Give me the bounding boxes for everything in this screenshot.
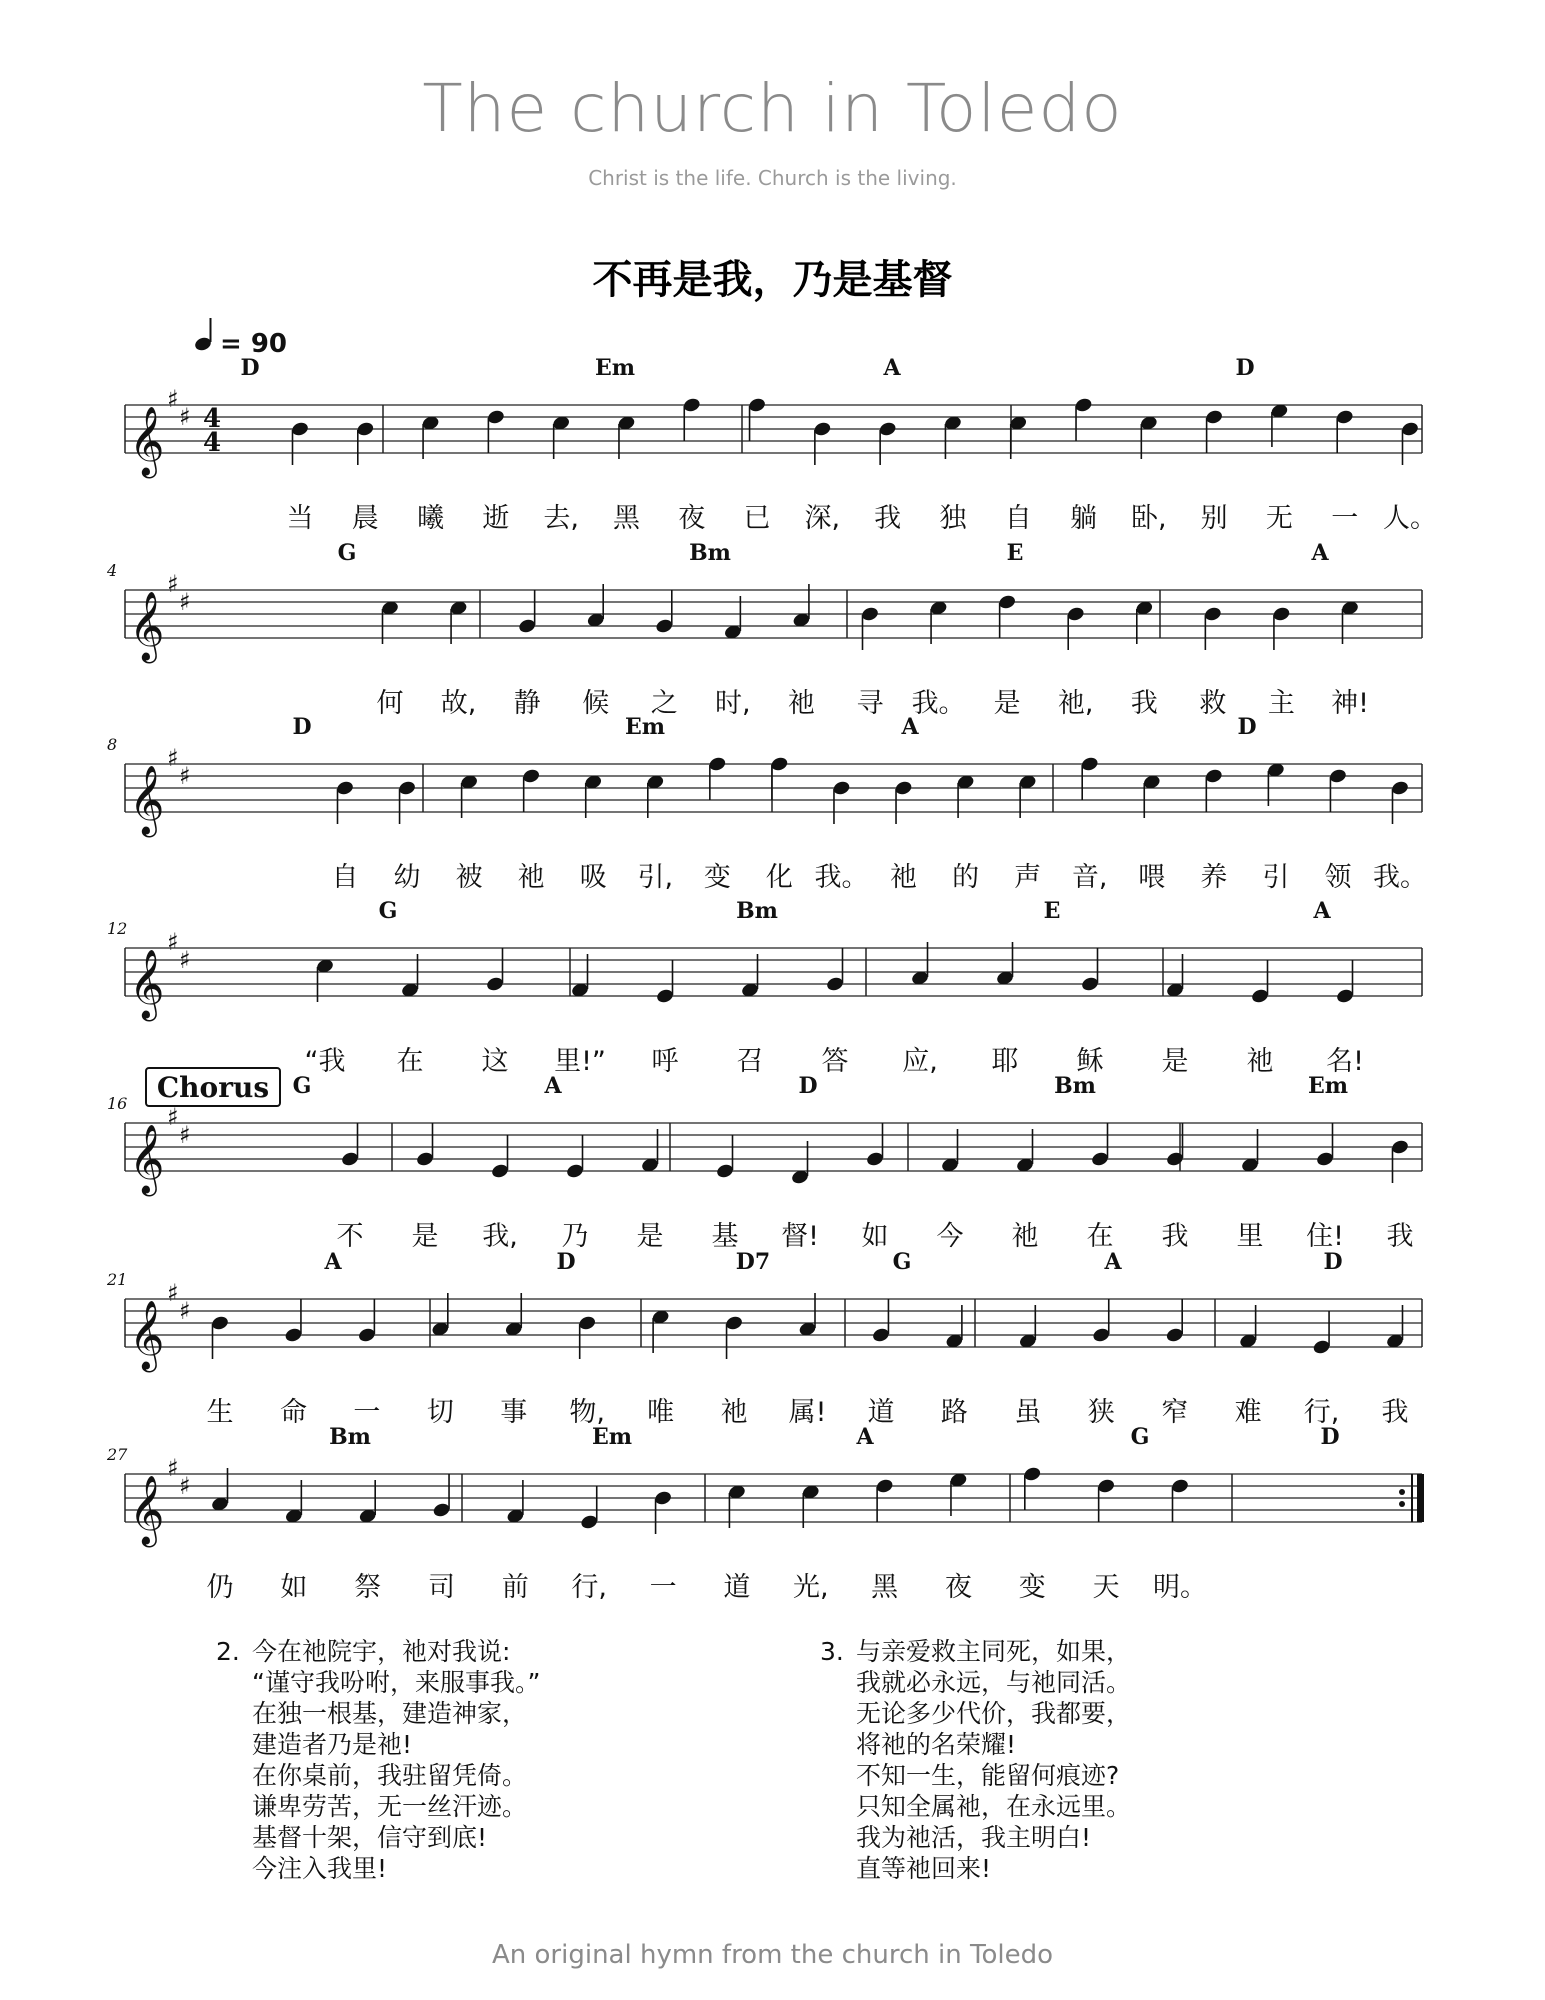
footer-text: An original hymn from the church in Toledo <box>492 1940 1053 1970</box>
note-head <box>335 780 354 797</box>
lyric-syllable: 我。 <box>814 862 869 893</box>
sharp-icon: ♯ <box>179 946 191 974</box>
chord-symbol: D7 <box>735 1249 771 1275</box>
lyric-syllable: 领 <box>1324 862 1352 893</box>
lyric-syllable: 引, <box>637 862 674 893</box>
lyric-syllable: 稣 <box>1076 1046 1104 1077</box>
verse-line: 今在祂院宇，祂对我说: <box>252 1637 511 1666</box>
final-barline-thick <box>1417 1474 1424 1522</box>
note-head <box>1023 1466 1042 1483</box>
note-head <box>1205 409 1224 426</box>
lyric-syllable: 是 <box>636 1221 664 1252</box>
time-signature-bottom: 4 <box>203 428 222 458</box>
note-head <box>1272 606 1291 623</box>
lyric-syllable: 去, <box>543 503 579 534</box>
lyric-syllable: 这 <box>481 1046 509 1077</box>
chord-symbol: A <box>324 1249 342 1275</box>
note-head <box>415 1151 434 1168</box>
lyric-syllable: 名! <box>1326 1046 1364 1077</box>
lyric-syllable: 夜 <box>678 503 706 534</box>
chord-symbol: E <box>1043 898 1061 924</box>
note-head <box>578 1315 597 1332</box>
sharp-icon: ♯ <box>179 1121 191 1149</box>
lyric-syllable: 候 <box>582 688 610 719</box>
song-title: 不再是我，乃是基督 <box>592 257 953 303</box>
verse-number: 2. <box>216 1637 240 1666</box>
lyric-syllable: 我 <box>1130 688 1158 719</box>
header-subtitle: Christ is the life. Church is the living. <box>588 166 957 190</box>
note-head <box>860 606 879 623</box>
note-head <box>1312 1339 1331 1356</box>
chord-symbol: G <box>378 898 398 924</box>
treble-clef-icon: 𝄞 <box>129 1124 165 1194</box>
note-head <box>1328 768 1347 785</box>
chord-symbol: Bm <box>689 540 731 566</box>
lyric-syllable: 狭 <box>1087 1397 1115 1428</box>
note-head <box>832 780 851 797</box>
lyric-syllable: 养 <box>1200 862 1228 893</box>
note-head <box>397 780 416 797</box>
lyric-syllable: 行, <box>571 1572 608 1603</box>
lyric-syllable: 属! <box>788 1397 827 1428</box>
lyric-syllable: 我。 <box>1373 862 1427 893</box>
lyric-syllable: 何 <box>376 688 404 719</box>
chord-symbol: D <box>292 714 312 740</box>
verse-number: 3. <box>820 1637 844 1666</box>
lyric-syllable: 我 <box>1381 1397 1409 1428</box>
note-head <box>655 618 674 635</box>
verse-line: 基督十架，信守到底! <box>252 1823 488 1852</box>
note-head <box>565 1163 584 1180</box>
lyric-syllable: 自 <box>331 862 359 893</box>
lyric-syllable: 明。 <box>1153 1572 1207 1603</box>
sharp-icon: ♯ <box>179 588 191 616</box>
lyric-syllable: 我 <box>874 503 902 534</box>
chord-symbol: Em <box>1307 1073 1349 1099</box>
lyric-syllable: 不 <box>336 1221 364 1252</box>
lyric-syllable: 窄 <box>1161 1397 1189 1428</box>
note-head <box>998 594 1017 611</box>
note-head <box>1335 409 1354 426</box>
note-head <box>708 756 727 773</box>
lyric-syllable: 道 <box>723 1572 751 1603</box>
lyric-syllable: 里 <box>1236 1221 1264 1252</box>
lyric-syllable: 救 <box>1199 688 1227 719</box>
lyric-syllable: 虽 <box>1014 1397 1042 1428</box>
chord-symbol: Em <box>594 355 636 381</box>
measure-number: 21 <box>107 1270 128 1289</box>
lyric-syllable: 的 <box>952 862 980 893</box>
lyric-syllable: 音, <box>1071 862 1108 893</box>
lyric-syllable: 卧, <box>1131 503 1167 534</box>
lyric-syllable: 曦 <box>417 503 445 534</box>
note-head <box>1250 988 1269 1005</box>
lyric-syllable: 命 <box>279 1397 307 1428</box>
verse-line: 只知全属祂，在永远里。 <box>856 1792 1132 1821</box>
verse-line: “谨守我吩咐，来服事我。” <box>252 1668 541 1697</box>
lyric-syllable: 生 <box>206 1397 234 1428</box>
note-head <box>871 1327 890 1344</box>
lyric-syllable: 我, <box>482 1221 518 1252</box>
lyric-syllable: 应, <box>902 1046 938 1077</box>
lyric-syllable: 化 <box>765 862 793 893</box>
header-title: The church in Toledo <box>422 70 1123 147</box>
chord-symbol: G <box>337 540 357 566</box>
lyric-syllable: 逝 <box>482 503 510 534</box>
chord-symbol: A <box>883 355 901 381</box>
lyric-syllable: 寻 <box>856 688 884 719</box>
lyric-syllable: 时, <box>715 688 751 719</box>
lyric-syllable: 行, <box>1303 1397 1340 1428</box>
lyric-syllable: 主 <box>1267 688 1295 719</box>
lyric-syllable: 已 <box>743 503 771 534</box>
lyric-syllable: 神! <box>1331 688 1369 719</box>
lyric-syllable: 路 <box>940 1397 968 1428</box>
lyric-syllable: 变 <box>1018 1572 1046 1603</box>
chord-symbol: D <box>1237 714 1257 740</box>
chord-symbol: G <box>892 1249 912 1275</box>
lyric-syllable: 今 <box>936 1221 964 1252</box>
chord-symbol: D <box>1323 1249 1343 1275</box>
lyric-syllable: 祂 <box>720 1397 748 1428</box>
measure-number: 16 <box>107 1094 128 1113</box>
verse-line: 在你桌前，我驻留凭倚。 <box>252 1761 528 1790</box>
lyric-syllable: 人。 <box>1383 503 1437 534</box>
chord-symbol: G <box>1130 1424 1150 1450</box>
chord-symbol: Bm <box>736 898 778 924</box>
chord-symbol: A <box>901 714 919 740</box>
lyric-syllable: 独 <box>939 503 967 534</box>
verse-line: 建造者乃是祂! <box>252 1730 413 1759</box>
lyric-syllable: 道 <box>867 1397 895 1428</box>
sharp-icon: ♯ <box>179 403 191 431</box>
lyric-syllable: 乃 <box>561 1221 589 1252</box>
lyric-syllable: 静 <box>513 688 541 719</box>
treble-clef-icon: 𝄞 <box>129 765 165 835</box>
note-head <box>825 976 844 993</box>
note-head <box>1170 1478 1189 1495</box>
lyric-syllable: 夜 <box>944 1572 972 1603</box>
lyric-syllable: 唯 <box>647 1397 675 1428</box>
note-head <box>580 1514 599 1531</box>
treble-clef-icon: 𝄞 <box>129 949 165 1019</box>
lyric-syllable: 之 <box>650 688 678 719</box>
note-head <box>875 1478 894 1495</box>
chord-symbol: Bm <box>1054 1073 1096 1099</box>
verse-line: 在独一根基，建造神家， <box>252 1699 528 1728</box>
lyric-syllable: 幼 <box>393 862 421 893</box>
lyric-syllable: 仍 <box>206 1572 234 1603</box>
lyric-syllable: 天 <box>1092 1572 1120 1603</box>
verse-line: 我就必永远，与祂同活。 <box>856 1668 1132 1697</box>
lyric-syllable: 前 <box>501 1572 529 1603</box>
lyric-syllable: 祂 <box>517 862 545 893</box>
lyric-syllable: 当 <box>286 503 314 534</box>
note-head <box>865 1151 884 1168</box>
note-head <box>1315 1151 1334 1168</box>
lyric-syllable: 祂 <box>787 688 815 719</box>
chord-symbol: A <box>1311 540 1329 566</box>
chord-symbol: A <box>1313 898 1331 924</box>
chord-symbol: D <box>240 355 260 381</box>
chord-symbol: G <box>292 1073 312 1099</box>
chord-symbol: Bm <box>329 1424 371 1450</box>
lyric-syllable: 司 <box>428 1572 456 1603</box>
chord-symbol: D <box>556 1249 576 1275</box>
sharp-icon: ♯ <box>179 1297 191 1325</box>
time-signature-top: 4 <box>203 404 222 434</box>
lyric-syllable: 难 <box>1234 1397 1262 1428</box>
lyric-syllable: 自 <box>1004 503 1032 534</box>
note-head <box>1400 421 1419 438</box>
chord-symbol: D <box>1235 355 1255 381</box>
chord-symbol: A <box>1104 1249 1122 1275</box>
lyric-syllable: 如 <box>280 1572 308 1603</box>
note-head <box>1204 768 1223 785</box>
lyric-syllable: 故, <box>440 688 477 719</box>
note-head <box>682 397 701 414</box>
repeat-dot <box>1399 1489 1405 1495</box>
lyric-syllable: 如 <box>861 1221 889 1252</box>
lyric-syllable: 是 <box>1161 1046 1189 1077</box>
note-head <box>485 976 504 993</box>
sharp-icon: ♯ <box>167 1103 179 1131</box>
note-head <box>210 1315 229 1332</box>
treble-clef-icon: 𝄞 <box>129 1300 165 1370</box>
repeat-dot <box>1399 1501 1405 1507</box>
lyric-syllable: 我。 <box>911 688 966 719</box>
sharp-icon: ♯ <box>167 928 179 956</box>
measure-number: 27 <box>107 1445 128 1464</box>
note-head <box>1203 606 1222 623</box>
lyric-syllable: 切 <box>426 1397 454 1428</box>
verse-3 <box>820 1636 1131 1884</box>
verse-line: 与亲爱救主同死，如果， <box>856 1637 1132 1666</box>
lyric-syllable: 事 <box>500 1397 528 1428</box>
verse-line: 无论多少代价，我都要， <box>856 1699 1132 1728</box>
chord-symbol: Em <box>624 714 666 740</box>
note-head <box>878 421 897 438</box>
note-head <box>1335 988 1354 1005</box>
lyric-syllable: 基 <box>711 1221 739 1252</box>
lyric-syllable: 祂 <box>1011 1221 1039 1252</box>
measure-number: 8 <box>107 735 118 754</box>
note-head <box>357 1327 376 1344</box>
verse-line: 直等祂回来! <box>856 1854 992 1883</box>
lyric-syllable: 变 <box>703 862 731 893</box>
note-head <box>1097 1478 1116 1495</box>
note-head <box>1165 1327 1184 1344</box>
lyric-syllable: 躺 <box>1070 503 1098 534</box>
lyric-syllable: 引 <box>1262 862 1290 893</box>
treble-clef-icon: 𝄞 <box>129 591 165 661</box>
note-head <box>1074 397 1093 414</box>
lyric-syllable: 一 <box>353 1397 381 1428</box>
lyric-syllable: 在 <box>1086 1221 1114 1252</box>
chord-symbol: E <box>1006 540 1024 566</box>
verse-line: 不知一生，能留何痕迹? <box>856 1761 1120 1790</box>
lyric-syllable: 祂 <box>890 862 918 893</box>
note-head <box>486 409 505 426</box>
verse-2 <box>216 1636 540 1884</box>
note-head <box>654 1490 673 1507</box>
sharp-icon: ♯ <box>167 744 179 772</box>
note-head <box>340 1151 359 1168</box>
note-head <box>522 768 541 785</box>
measure-number: 4 <box>107 561 118 580</box>
lyric-syllable: 光, <box>792 1572 829 1603</box>
note-head <box>290 421 309 438</box>
note-head <box>747 397 766 414</box>
verse-line: 谦卑劳苦，无一丝汗迹。 <box>252 1792 528 1821</box>
lyric-syllable: 我 <box>1386 1221 1414 1252</box>
verse-line: 我为祂活，我主明白! <box>856 1823 1092 1852</box>
lyric-syllable: 祂 <box>1246 1046 1274 1077</box>
treble-clef-icon: 𝄞 <box>129 406 165 476</box>
sharp-icon: ♯ <box>167 1454 179 1482</box>
lyric-syllable: 在 <box>396 1046 424 1077</box>
lyric-syllable: 无 <box>1265 503 1293 534</box>
sharp-icon: ♯ <box>167 385 179 413</box>
note-head <box>432 1502 451 1519</box>
lyric-syllable: 祭 <box>354 1572 382 1603</box>
lyric-syllable: 祂, <box>1057 688 1094 719</box>
note-head <box>894 780 913 797</box>
note-head <box>715 1163 734 1180</box>
measure-number: 12 <box>107 919 128 938</box>
lyric-syllable: 物, <box>569 1397 605 1428</box>
lyric-syllable: 喂 <box>1138 862 1166 893</box>
note-head <box>518 618 537 635</box>
note-head <box>1080 756 1099 773</box>
lyric-syllable: 召 <box>736 1046 764 1077</box>
note-head <box>490 1163 509 1180</box>
lyric-syllable: 住! <box>1306 1221 1344 1252</box>
sharp-icon: ♯ <box>167 1279 179 1307</box>
lyric-syllable: 里!” <box>554 1046 606 1077</box>
lyric-syllable: 一 <box>649 1572 677 1603</box>
lyric-syllable: 督! <box>781 1221 819 1252</box>
note-head <box>813 421 832 438</box>
chord-symbol: D <box>798 1073 818 1099</box>
note-head <box>356 421 375 438</box>
chord-symbol: A <box>856 1424 874 1450</box>
note-head <box>284 1327 303 1344</box>
lyric-syllable: 我 <box>1161 1221 1189 1252</box>
lyric-syllable: 被 <box>455 862 483 893</box>
lyric-syllable: 黑 <box>871 1572 899 1603</box>
verse-line: 今注入我里! <box>252 1854 388 1883</box>
note-head <box>724 1315 743 1332</box>
note-head <box>1090 1151 1109 1168</box>
lyric-syllable: 深, <box>804 503 841 534</box>
sharp-icon: ♯ <box>179 762 191 790</box>
lyric-syllable: 答 <box>821 1046 849 1077</box>
tempo-marking: = 90 <box>220 329 288 359</box>
chorus-label: Chorus <box>156 1071 270 1104</box>
lyric-syllable: 耶 <box>991 1046 1019 1077</box>
note-head <box>1092 1327 1111 1344</box>
note-head <box>1080 976 1099 993</box>
sharp-icon: ♯ <box>167 570 179 598</box>
treble-clef-icon: 𝄞 <box>129 1475 165 1545</box>
lyric-syllable: 呼 <box>651 1046 679 1077</box>
note-head <box>1390 1139 1409 1156</box>
chord-symbol: D <box>1320 1424 1340 1450</box>
note-head <box>1165 1151 1184 1168</box>
lyric-syllable: 黑 <box>612 503 640 534</box>
verse-line: 将祂的名荣耀! <box>856 1730 1017 1759</box>
lyric-syllable: 是 <box>993 688 1021 719</box>
chord-symbol: A <box>544 1073 562 1099</box>
lyric-syllable: 别 <box>1200 503 1228 534</box>
chord-symbol: Em <box>591 1424 633 1450</box>
lyric-syllable: 晨 <box>351 503 379 534</box>
lyric-syllable: “我 <box>304 1046 346 1077</box>
note-head <box>655 988 674 1005</box>
lyric-syllable: 一 <box>1331 503 1359 534</box>
lyric-syllable: 声 <box>1014 862 1042 893</box>
sharp-icon: ♯ <box>179 1472 191 1500</box>
note-head <box>1066 606 1085 623</box>
lyric-syllable: 是 <box>411 1221 439 1252</box>
note-head <box>1390 780 1409 797</box>
lyric-syllable: 吸 <box>579 862 607 893</box>
